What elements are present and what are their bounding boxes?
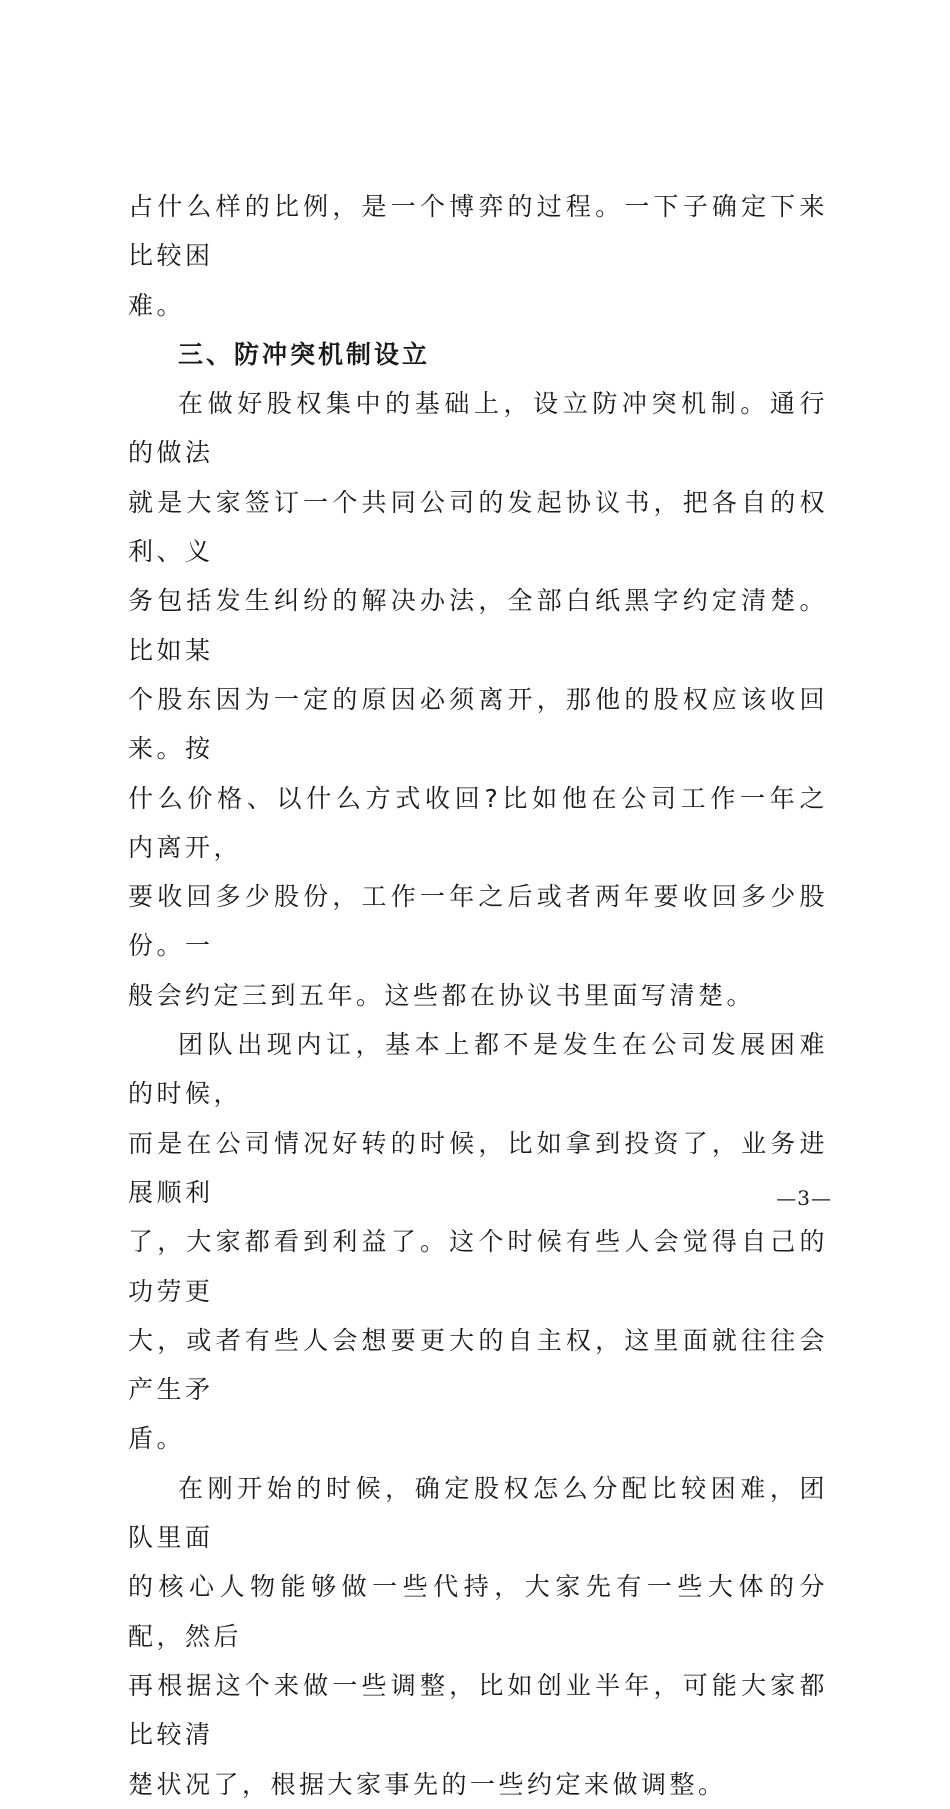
text-line: 务包括发生纠纷的解决办法，全部白纸黑字约定清楚。比如某 <box>128 586 828 665</box>
text-line: 难。 <box>128 290 186 320</box>
body-paragraph <box>128 1020 828 1464</box>
text-line: 在刚开始的时候，确定股权怎么分配比较困难，团队里面 <box>128 1473 828 1553</box>
text-line: 的核心人物能够做一些代持，大家先有一些大体的分配，然后 <box>128 1572 828 1651</box>
body-paragraph <box>128 1464 828 1809</box>
text-line: 般会约定三到五年。这些都在协议书里面写清楚。 <box>128 980 756 1010</box>
document-body <box>128 182 828 1809</box>
body-paragraph <box>128 182 828 330</box>
text-line: 了，大家都看到利益了。这个时候有些人会觉得自己的功劳更 <box>128 1227 828 1306</box>
text-line: 再根据这个来做一些调整，比如创业半年，可能大家都比较清 <box>128 1670 828 1750</box>
text-line: 就是大家签订一个共同公司的发起协议书，把各自的权利、义 <box>128 487 828 567</box>
text-line: 而是在公司情况好转的时候，比如拿到投资了，业务进展顺利 <box>128 1128 828 1207</box>
text-line: 团队出现内讧，基本上都不是发生在公司发展困难的时候， <box>128 1030 828 1109</box>
body-paragraph <box>128 379 828 1020</box>
text-line: 在做好股权集中的基础上，设立防冲突机制。通行的做法 <box>128 389 828 468</box>
text-line: 楚状况了，根据大家事先的一些约定来做调整。 <box>128 1769 727 1799</box>
text-line: 盾。 <box>128 1424 186 1454</box>
text-line: 什么价格、以什么方式收回?比如他在公司工作一年之内离开， <box>128 783 828 862</box>
text-line: 占什么样的比例，是一个博弈的过程。一下子确定下来比较困 <box>128 192 828 271</box>
text-line: 要收回多少股份，工作一年之后或者两年要收回多少股份。一 <box>128 882 828 961</box>
text-line: 大，或者有些人会想要更大的自主权，这里面就往往会产生矛 <box>128 1325 828 1405</box>
page-number: —3— <box>776 1186 832 1210</box>
text-line: 个股东因为一定的原因必须离开，那他的股权应该收回来。按 <box>128 684 828 764</box>
section-heading: 三、防冲突机制设立 <box>178 339 431 369</box>
